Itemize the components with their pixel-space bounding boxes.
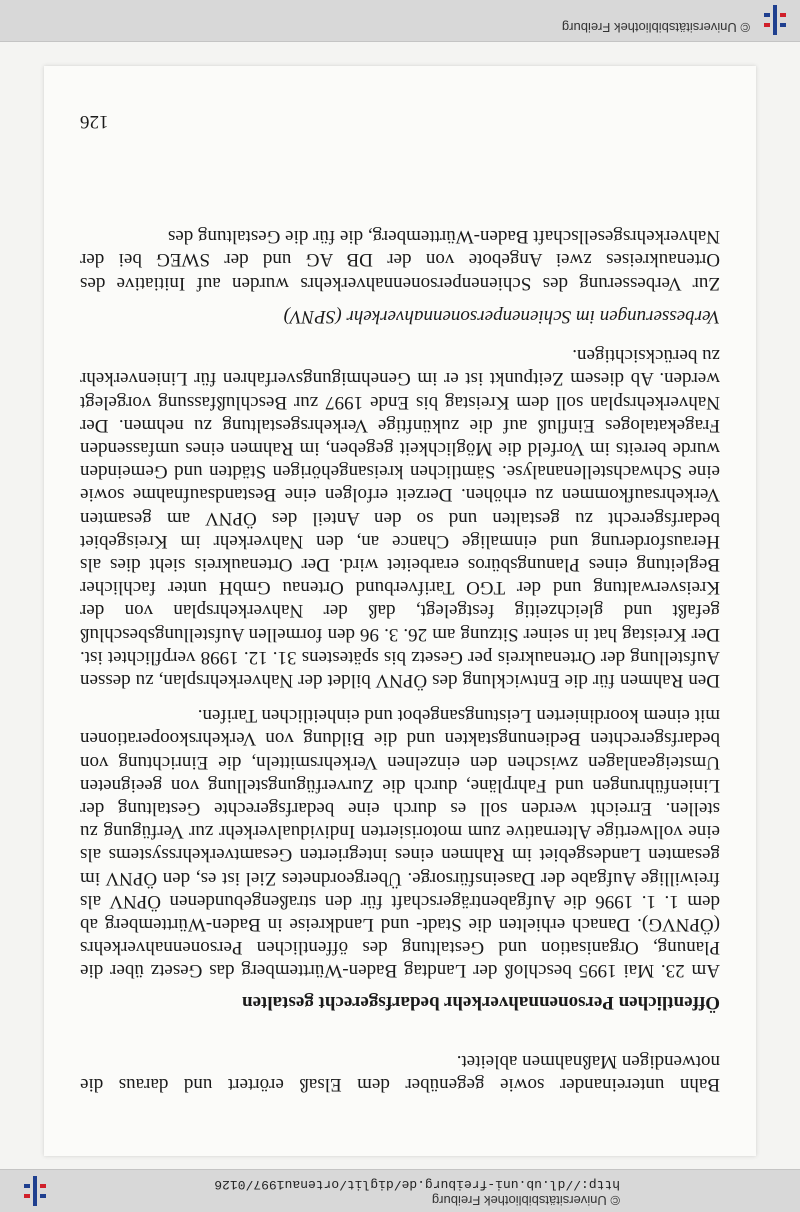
library-logo-footer-icon [20,1176,50,1206]
section-heading: Öffentlichen Personennahverkehr bedarfsgerecht gestalten [242,991,720,1013]
viewer-footer-bar [0,1169,800,1212]
paragraph-2: Den Rahmen für die Entwicklung des ÖPNV bildet der Nahverkehrsplan, zu dessen Aufstellung der Ortenaukreis per Gesetz bis spätestens 31. 12. 1998 verpflichtet ist. Der Kreistag hat in seiner Sitzung am 26. 3. 96 den formellen Aufstellungsbeschluß gefaßt und gleichzeitig festgelegt, daß der Nahverkehrsplan von der Kreisverwaltung und der TGO Tarifverbund Ortenau GmbH unter fachlicher Begleitung eines Planungsbüros erarbeitet wird. Der Ortenaukreis sieht dies als Herausforderung und einmalige Chance an, den Nahverkehr im Kreisgebiet bedarfsgerecht zu gestalten und so den Anteil des ÖPNV am gesamten Verkehrsaufkommen zu erhöhen. Derzeit erfolgen eine Bestandsaufnahme sowie eine Schwachstellenanalyse. Sämtlichen kreisangehörigen Städten und Gemeinden wurde bereits im Vorfeld die Möglichkeit gegeben, im Rahmen eines umfassenden Fragekataloges Einfluß auf die zukünftige Verkehrsgestaltung zu nehmen. Der Nahverkehrsplan soll dem Kreistag bis Ende 1997 zur Beschlußfassung vorgelegt werden. Ab diesem Zeitpunkt ist er im Genehmigungsverfahren für Linienverkehr zu berücksichtigen. [80,345,720,691]
page-number: 126 [80,111,109,132]
intro-paragraph: Bahn untereinander sowie gegenüber dem Elsaß erörtert und daraus die notwendigen Maßnahmen ableitet. [80,1050,720,1095]
page-text [80,225,720,1096]
scanned-page [44,66,756,1156]
library-logo-icon [760,5,790,35]
viewer-header-bar [0,0,800,42]
paragraph-3: Zur Verbesserung des Schienenpersonennahverkehrs wurden auf Initiative des Ortenaukreises zwei Angebote von der DB AG und der SWEG bei der Nahverkehrsgesellschaft Baden-Württemberg, die für die Gestaltung des [80,226,720,294]
paragraph-1: Am 23. Mai 1995 beschloß der Landtag Baden-Württemberg das Gesetz über die Planung, Organisation und Gestaltung des öffentlichen Personennahverkehrs (ÖPNVG). Danach erhielten die Stadt- und Landkreise in Baden-Württemberg ab dem 1. 1. 1996 die Aufgabenträgerschaft für den straßengebundenen ÖPNV als freiwillige Aufgabe der Daseinsfürsorge. Übergeordnetes Ziel ist es, den ÖPNV im gesamten Landesgebiet im Rahmen eines integrierten Gesamtverkehrssystems als eine vollwertige Alternative zum motorisierten Individualverkehr zur Verfügung zu stellen. Erreicht werden soll es durch eine bedarfsgerechte Gestaltung der Linienführungen und Fahrpläne, durch die Zurverfügungstellung von geeigneten Umsteigeanlagen zwischen den einzelnen Verkehrsmitteln, die Einrichtung von bedarfsgerechten Bedienungstakten und die Bildung von Verkehrskooperationen mit einem koordinierten Leistungsangebot und einheitlichen Tarifen. [80,705,720,982]
library-credit-footer: © Universitätsbibliothek Freiburg [431,1193,620,1208]
library-credit: © Universitätsbibliothek Freiburg [561,20,750,35]
subsection-heading: Verbesserungen im Schienenpersonennahverkehr (SPNV) [283,305,720,327]
document-url[interactable]: http://dl.ub.uni-freiburg.de/diglit/ortenau1997/0126 [214,1177,620,1192]
